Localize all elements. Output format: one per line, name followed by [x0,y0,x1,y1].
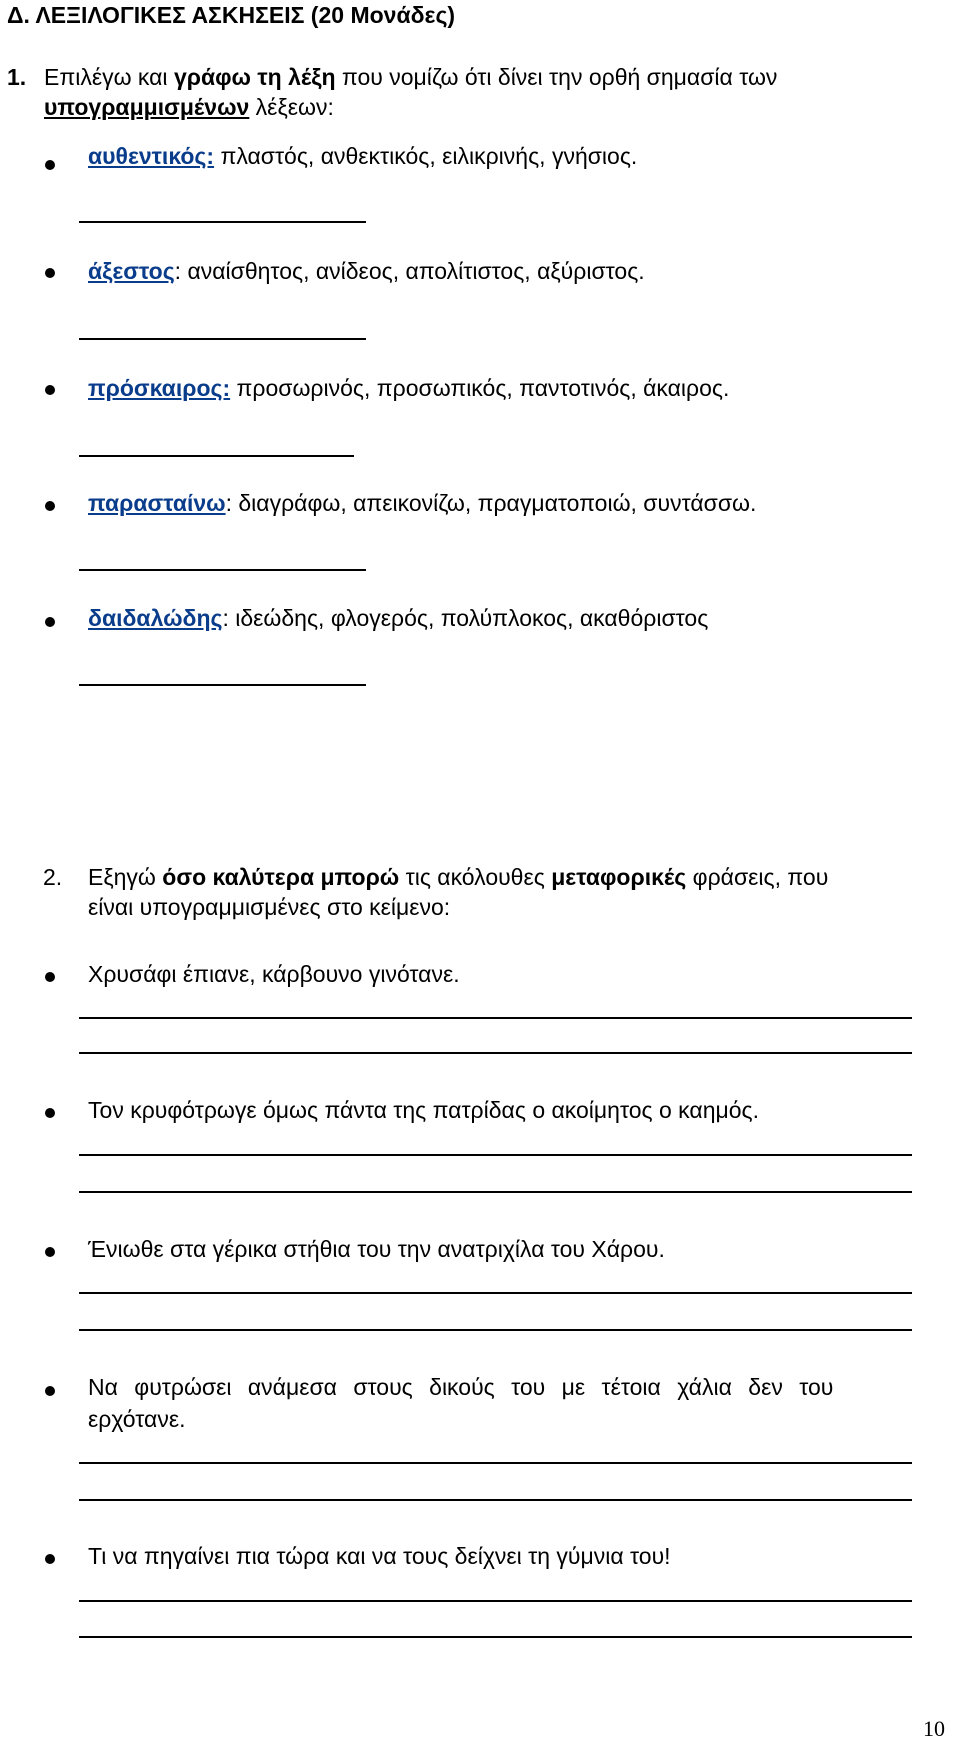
question-1-instructions [7,62,947,120]
phrase-4-line-1: Να φυτρώσει ανάμεσα στους δικούς του με τέτοια χάλια δεν του [88,1374,834,1400]
bullet-icon [45,972,55,982]
bullet-icon [45,1108,55,1118]
bullet-icon [45,160,55,170]
vocab-options: : ιδεώδης, φλογερός, πολύπλοκος, ακαθόριστος [222,605,709,631]
answer-line-9[interactable] [79,1191,912,1193]
vocab-item-2 [88,256,645,286]
answer-line-14[interactable] [79,1600,912,1602]
q1-intro-text-a: Επιλέγω και [44,64,174,90]
phrase-4 [88,1372,953,1402]
question-1-number: 1. [7,64,27,90]
phrase-4-line-2: ερχότανε. [88,1406,186,1432]
phrase-5: Τι να πηγαίνει πια τώρα και να τους δείχνει τη γύμνια του! [88,1543,671,1569]
vocab-keyword: πρόσκαιρος: [88,375,231,401]
phrase-1: Χρυσάφι έπιανε, κάρβουνο γινότανε. [88,961,460,987]
bullet-icon [45,1386,55,1396]
answer-line-4[interactable] [79,569,366,571]
q2-intro-line-2: είναι υπογραμμισμένες στο κείμενο: [88,894,451,920]
question-2-number: 2. [43,864,63,890]
question-2-instructions [43,862,948,920]
q2-intro-text-a: Εξηγώ [88,864,163,890]
phrase-2: Τον κρυφότρωγε όμως πάντα της πατρίδας ο ακοίμητος ο καημός. [88,1097,759,1123]
q2-intro-text-c: φράσεις, που [686,864,829,890]
vocab-options: : διαγράφω, απεικονίζω, πραγματοποιώ, συντάσσω. [225,490,757,516]
bullet-icon [45,268,55,278]
answer-line-7[interactable] [79,1052,912,1054]
answer-line-15[interactable] [79,1636,912,1638]
answer-line-1[interactable] [79,221,366,223]
vocab-options: προσωρινός, προσωπικός, παντοτινός, άκαιρος. [230,375,730,401]
answer-line-8[interactable] [79,1154,912,1156]
vocab-item-5 [88,603,708,633]
q2-intro-bold-2: μεταφορικές [551,864,687,890]
q1-intro-text-b: που νομίζω ότι δίνει την ορθή σημασία των [335,64,778,90]
q2-intro-text-b: τις ακόλουθες [399,864,552,890]
bullet-icon [45,1247,55,1257]
q1-intro-text-c: λέξεων: [249,94,334,120]
vocab-keyword: αυθεντικός: [88,143,215,169]
bullet-icon [45,385,55,395]
bullet-icon [45,501,55,511]
vocab-options: πλαστός, ανθεκτικός, ειλικρινής, γνήσιος. [214,143,638,169]
answer-line-13[interactable] [79,1499,912,1501]
vocab-keyword: δαιδαλώδης [88,605,223,631]
vocab-keyword: άξεστος [88,258,175,284]
q1-intro-bold: γράφω τη λέξη [173,64,336,90]
page-number: 10 [923,1716,945,1741]
answer-line-5[interactable] [79,684,366,686]
bullet-icon [45,617,55,627]
bullet-icon [45,1554,55,1564]
vocab-item-4 [88,488,756,518]
q2-intro-bold-1: όσο καλύτερα μπορώ [162,864,400,890]
phrase-3: Ένιωθε στα γέρικα στήθια του την ανατριχίλα του Χάρου. [88,1236,665,1262]
answer-line-3[interactable] [79,455,354,457]
answer-line-6[interactable] [79,1017,912,1019]
answer-line-11[interactable] [79,1329,912,1331]
section-title: Δ. ΛΕΞΙΛΟΓΙΚΕΣ ΑΣΚΗΣΕΙΣ (20 Μονάδες) [7,2,456,28]
vocab-keyword: παρασταίνω [88,490,226,516]
vocab-item-1 [88,141,637,171]
answer-line-10[interactable] [79,1292,912,1294]
answer-line-2[interactable] [79,338,366,340]
answer-line-12[interactable] [79,1462,912,1464]
q1-intro-underlined: υπογραμμισμένων [44,94,250,120]
vocab-item-3 [88,373,729,403]
vocab-options: : αναίσθητος, ανίδεος, απολίτιστος, αξύριστος. [174,258,645,284]
